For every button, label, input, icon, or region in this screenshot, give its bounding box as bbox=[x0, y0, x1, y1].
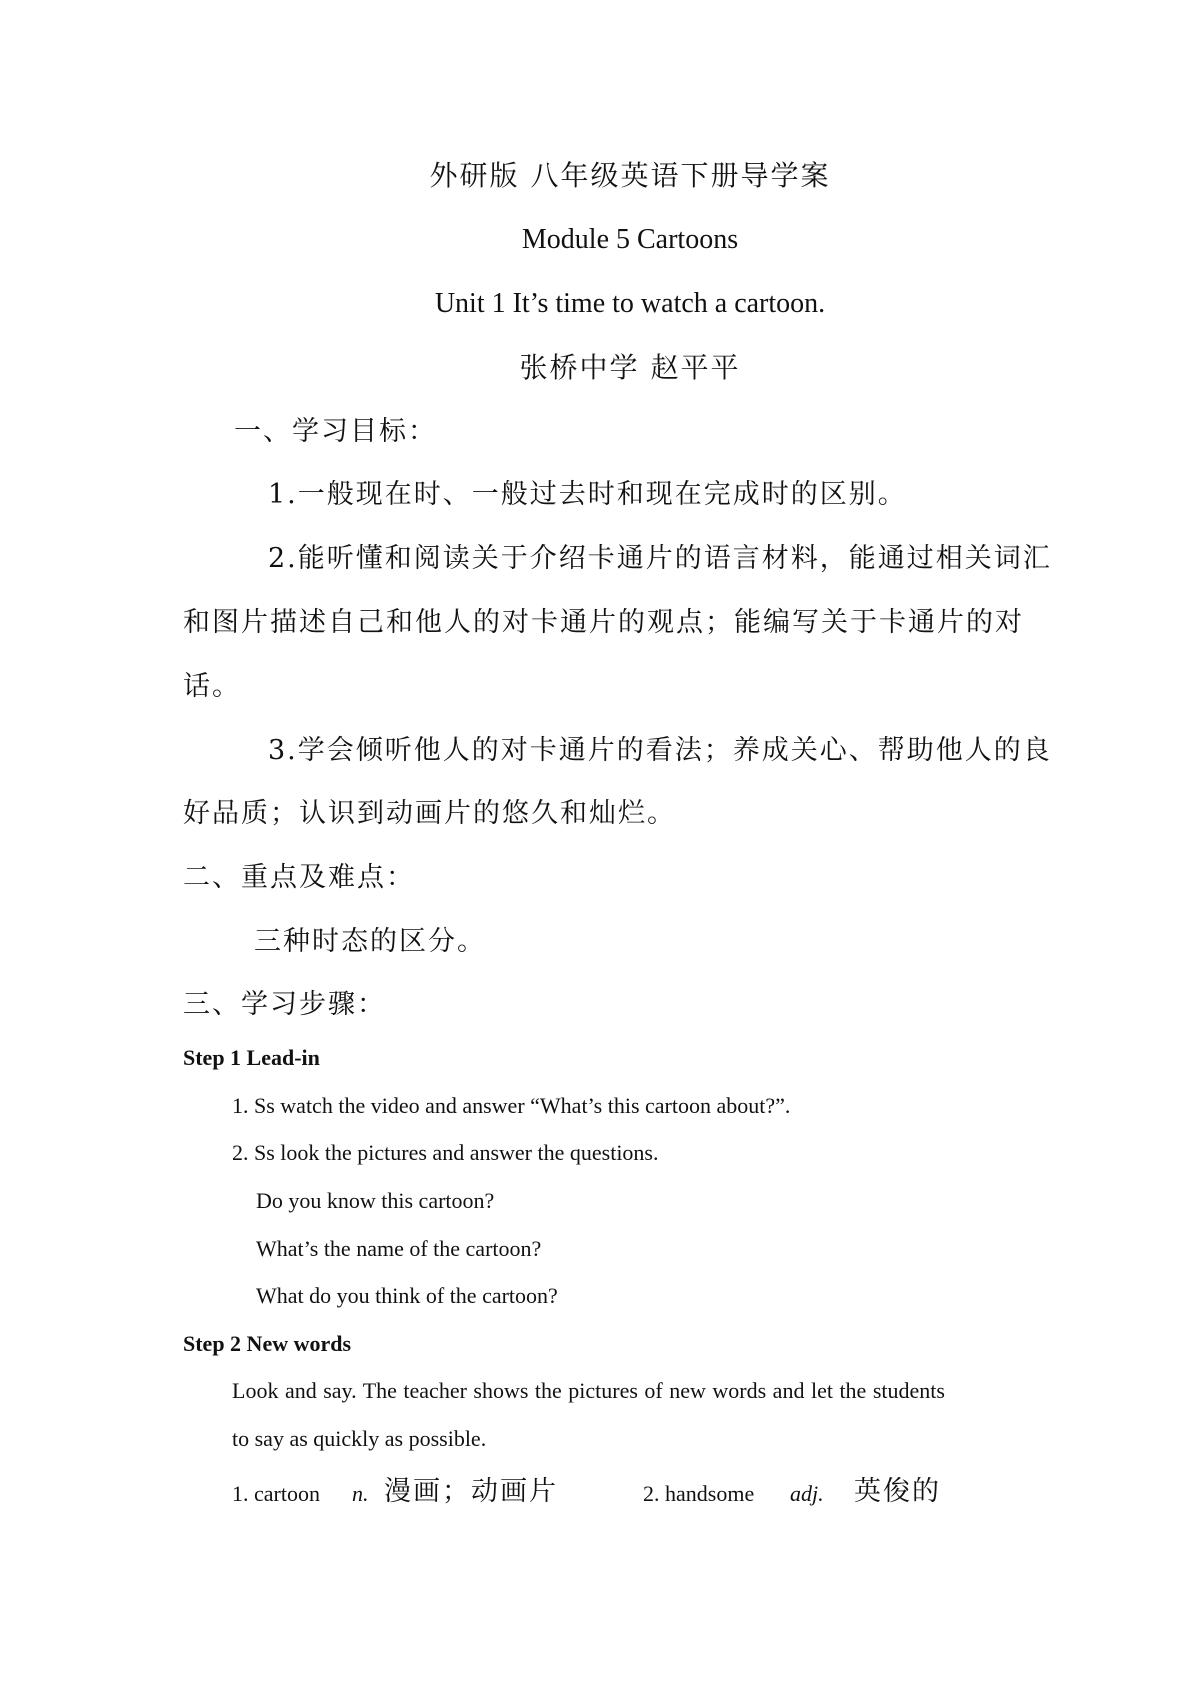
step-1-item-2: 2. Ss look the pictures and answer the questions. bbox=[232, 1140, 659, 1165]
step-1-item-1: 1. Ss watch the video and answer “What’s this cartoon about?”. bbox=[232, 1093, 791, 1118]
module-title: Module 5 Cartoons bbox=[521, 224, 739, 255]
step-2-description-line-2: to say as quickly as possible. bbox=[232, 1426, 487, 1451]
word-1-term: 1. cartoon bbox=[232, 1481, 320, 1506]
step-1-question-2: What’s the name of the cartoon? bbox=[256, 1236, 542, 1261]
unit-title: Unit 1 It’s time to watch a cartoon. bbox=[434, 288, 826, 319]
step-2-description-line-1: Look and say. The teacher shows the pictures of new words and let the students bbox=[232, 1378, 945, 1403]
step-2-heading: Step 2 New words bbox=[183, 1331, 352, 1356]
section-heading-objectives: 一、学习目标： bbox=[234, 416, 437, 447]
section-heading-key-points: 二、重点及难点： bbox=[183, 862, 415, 893]
objective-item-2-line-1: 2.能听懂和阅读关于介绍卡通片的语言材料，能通过相关词汇 bbox=[268, 543, 1052, 574]
word-1-meaning: 漫画；动画片 bbox=[384, 1476, 558, 1507]
key-points-content: 三种时态的区分。 bbox=[254, 926, 486, 957]
word-1-part-of-speech: n. bbox=[352, 1481, 369, 1506]
objective-item-1: 1.一般现在时、一般过去时和现在完成时的区别。 bbox=[268, 479, 907, 510]
step-1-question-1: Do you know this cartoon? bbox=[256, 1188, 495, 1213]
objective-item-2-line-3: 话。 bbox=[183, 671, 241, 702]
author-line: 张桥中学 赵平平 bbox=[519, 351, 741, 384]
step-1-heading: Step 1 Lead-in bbox=[183, 1045, 320, 1070]
objective-item-2-line-2: 和图片描述自己和他人的对卡通片的观点；能编写关于卡通片的对 bbox=[183, 607, 1024, 638]
objective-item-3-line-2: 好品质；认识到动画片的悠久和灿烂。 bbox=[183, 798, 676, 829]
step-1-question-3: What do you think of the cartoon? bbox=[256, 1283, 558, 1308]
section-heading-steps: 三、学习步骤： bbox=[183, 989, 386, 1020]
word-2-part-of-speech: adj. bbox=[790, 1481, 824, 1506]
document-title: 外研版 八年级英语下册导学案 bbox=[429, 159, 831, 192]
word-2-meaning: 英俊的 bbox=[854, 1476, 941, 1507]
objective-item-3-line-1: 3.学会倾听他人的对卡通片的看法；养成关心、帮助他人的良 bbox=[268, 735, 1052, 766]
word-2-term: 2. handsome bbox=[643, 1481, 755, 1506]
